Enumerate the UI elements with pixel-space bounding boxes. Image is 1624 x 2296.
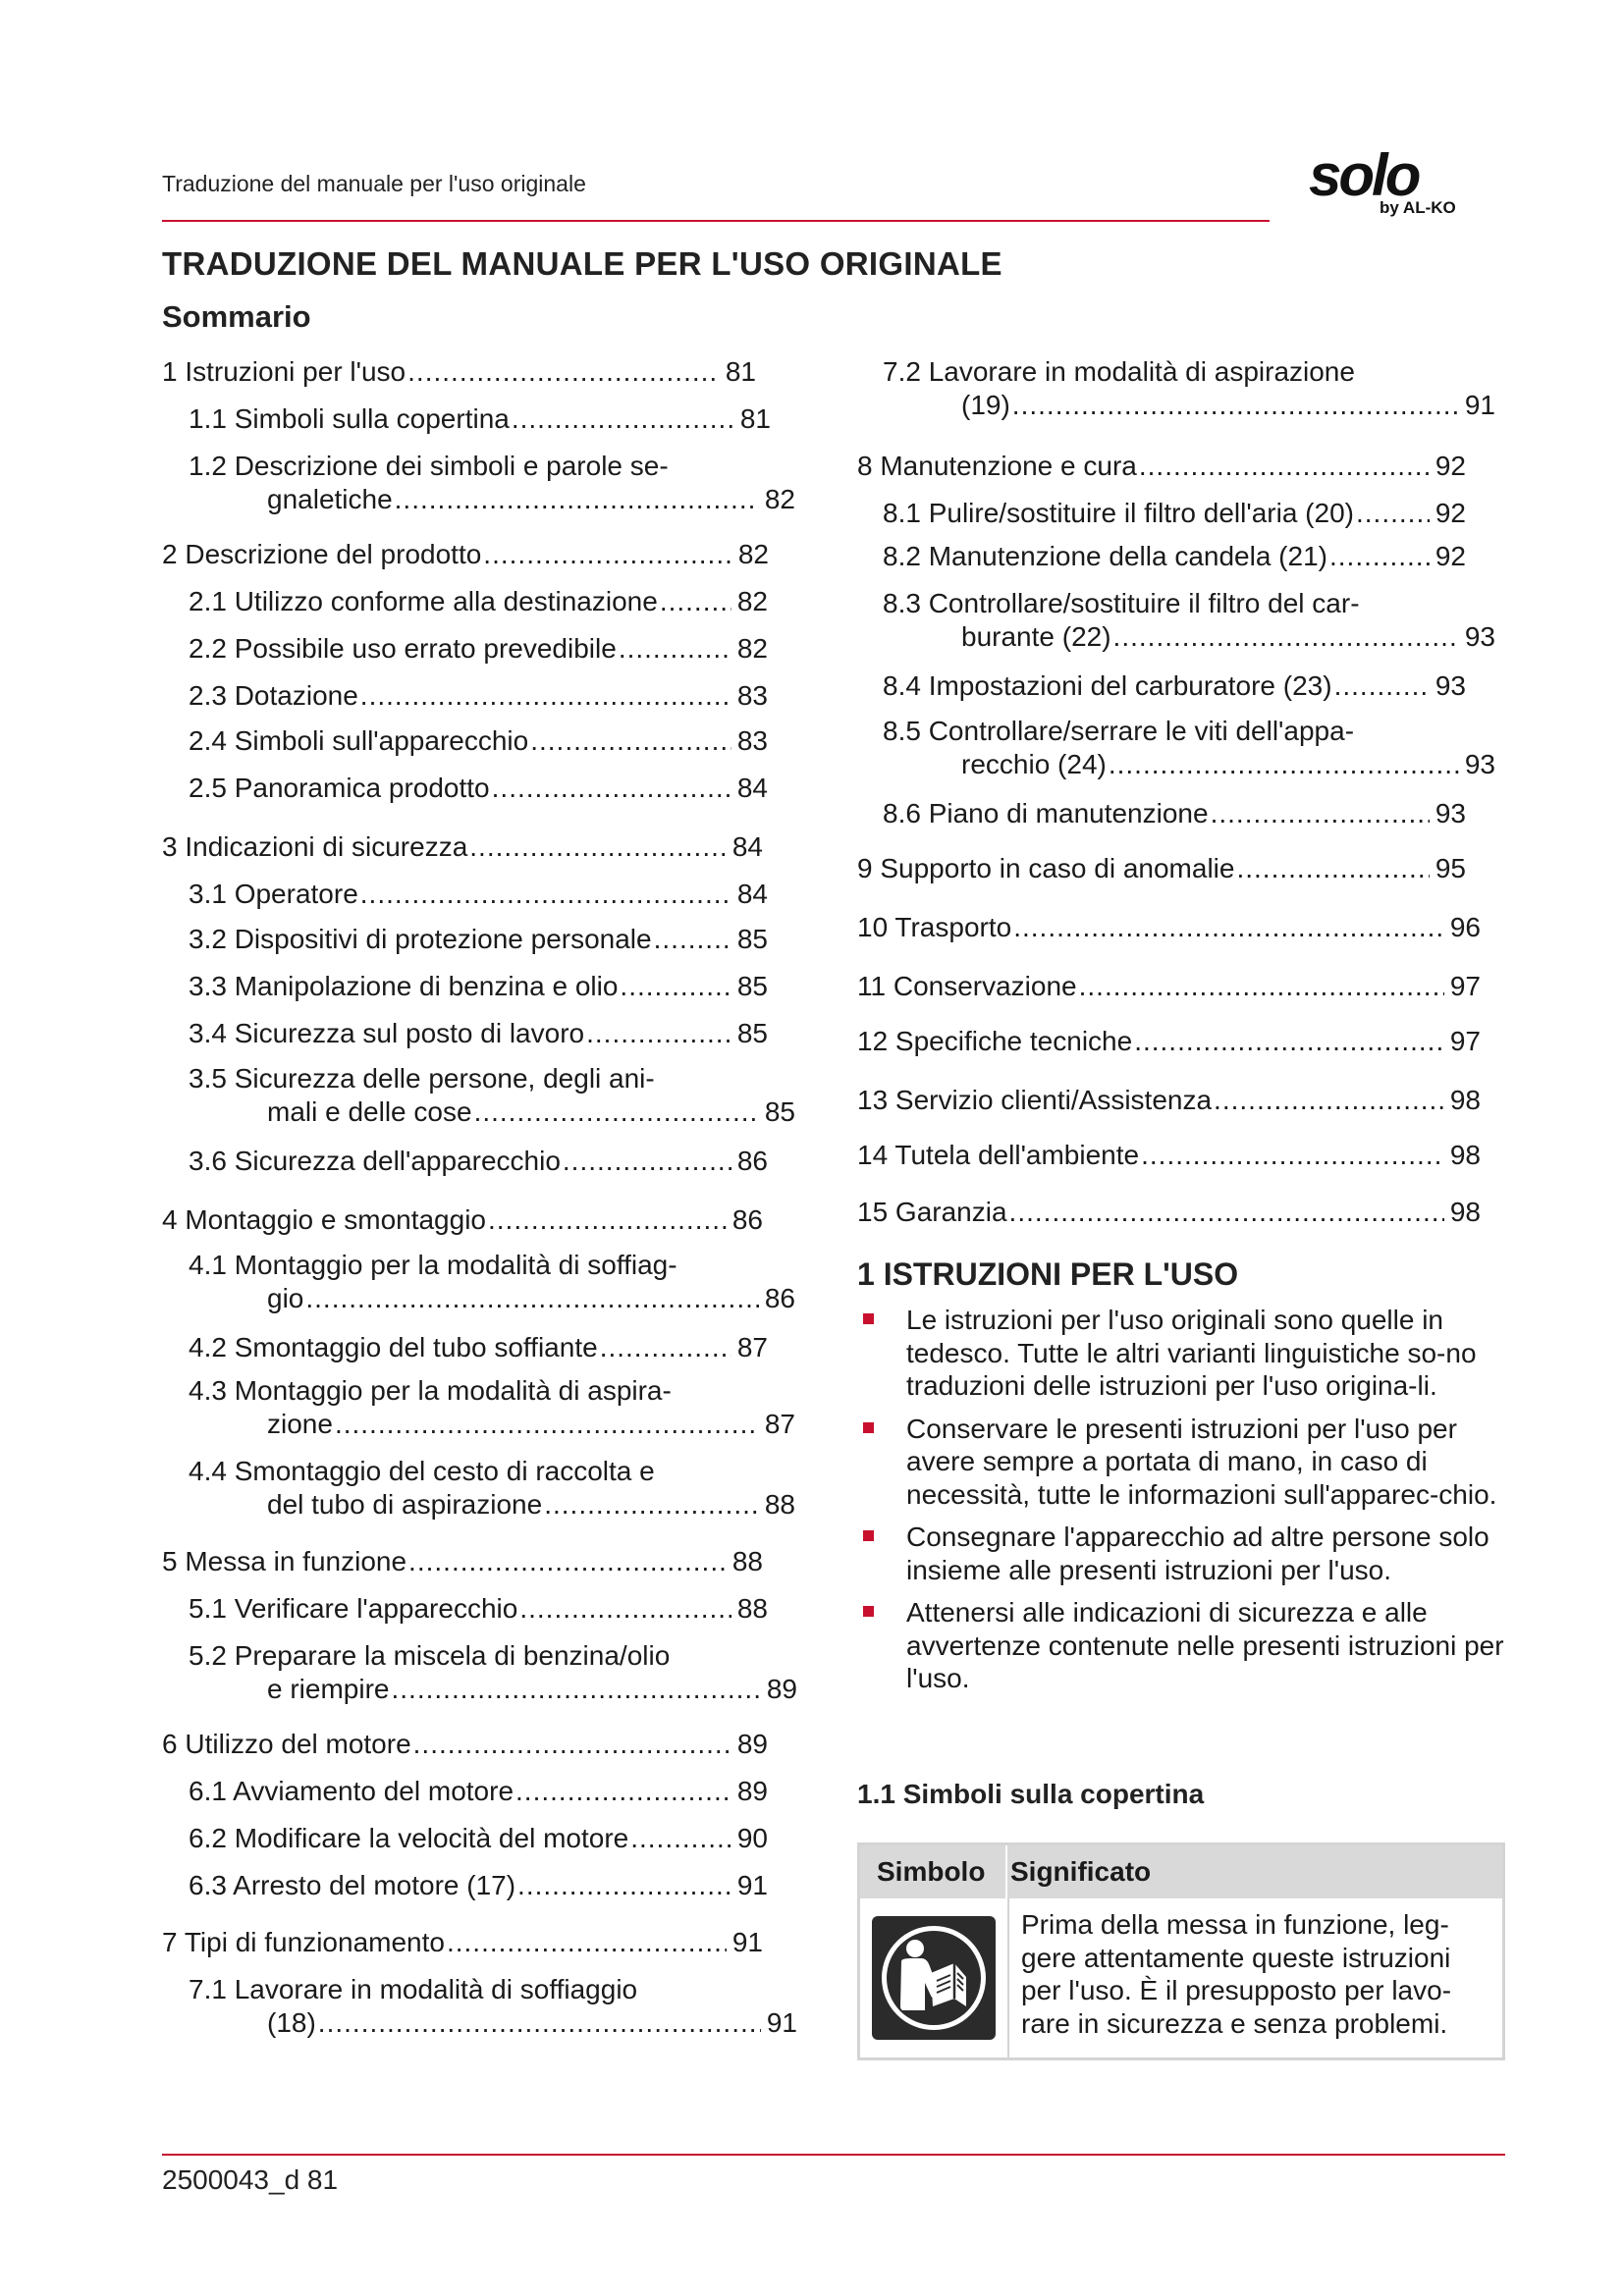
toc-entry[interactable]: 9 Supporto in caso di anomalie ..... 95 [857,852,1466,885]
bullet-item: Consegnare l'apparecchio ad altre persone solo insieme alle presenti istruzioni per l'uso. [857,1521,1505,1586]
toc-entry[interactable]: 2.3 Dotazione ..... 83 [189,679,768,713]
toc-entry[interactable]: 4.3 Montaggio per la modalità di aspira- zione ..... 87 [189,1374,795,1441]
toc-entry[interactable]: 8.1 Pulire/sostituire il filtro dell'aria (20) ..... 92 [883,497,1466,530]
symbol-cell [860,1898,1007,2057]
toc-entry[interactable]: 2 Descrizione del prodotto ..... 82 [162,538,769,571]
toc-entry[interactable]: 3 Indicazioni di sicurezza ..... 84 [162,830,763,864]
bullet-square-icon [863,1606,874,1617]
toc-entry[interactable]: 6.1 Avviamento del motore ..... 89 [189,1775,768,1808]
toc-entry[interactable]: 3.1 Operatore ..... 84 [189,878,768,911]
toc-entry[interactable]: 7.2 Lavorare in modalità di aspirazione (19) ..... 91 [883,355,1495,422]
toc-entry[interactable]: 4.4 Smontaggio del cesto di raccolta e del tubo di aspirazione ..... 88 [189,1455,795,1522]
toc-entry[interactable]: 3.6 Sicurezza dell'apparecchio ..... 86 [189,1145,768,1178]
toc-entry[interactable]: 1.1 Simboli sulla copertina ..... 81 [189,402,771,436]
toc-entry[interactable]: 12 Specifiche tecniche ..... 97 [857,1025,1481,1058]
toc-entry[interactable]: 6 Utilizzo del motore ..... 89 [162,1728,768,1761]
header-text: Traduzione del manuale per l'uso originale [162,171,586,196]
toc-title: Sommario [162,299,311,334]
bullet-list [857,1304,1505,1705]
toc-entry[interactable]: 4.1 Montaggio per la modalità di soffiag- gio ..... 86 [189,1249,795,1315]
toc-entry[interactable]: 15 Garanzia ..... 98 [857,1196,1481,1229]
toc-entry[interactable]: 2.5 Panoramica prodotto ..... 84 [189,772,768,805]
symbol-table-header [860,1845,1502,1898]
solo-logo [1301,142,1468,226]
toc-entry[interactable]: 8.3 Controllare/sostituire il filtro del car- burante (22) ..... 93 [883,587,1495,654]
page-title: TRADUZIONE DEL MANUALE PER L'USO ORIGINALE [162,245,1002,282]
toc-entry[interactable]: 4 Montaggio e smontaggio ..... 86 [162,1203,763,1237]
toc-entry[interactable]: 8.5 Controllare/serrare le viti dell'appa- recchio (24) ..... 93 [883,715,1495,781]
footer-divider [162,2154,1505,2156]
bullet-square-icon [863,1422,874,1433]
logo-sub-text: by AL-KO [1380,198,1456,217]
toc-entry[interactable]: 7 Tipi di funzionamento ..... 91 [162,1926,763,1959]
column-header-symbol: Simbolo [877,1856,986,1887]
toc-entry[interactable]: 2.2 Possibile uso errato prevedibile ..... 82 [189,632,768,666]
bullet-square-icon [863,1313,874,1324]
toc-entry[interactable]: 14 Tutela dell'ambiente ..... 98 [857,1139,1481,1172]
toc-entry[interactable]: 4.2 Smontaggio del tubo soffiante ..... 87 [189,1331,768,1364]
column-header-meaning: Significato [1005,1845,1502,1898]
toc-entry[interactable]: 3.3 Manipolazione di benzina e olio ..... 85 [189,970,768,1003]
bullet-item: Conservare le presenti istruzioni per l'uso per avere sempre a portata di mano, in caso di necessità, tutte le informazioni sull'apparec-chio. [857,1413,1505,1512]
toc-entry[interactable]: 7.1 Lavorare in modalità di soffiaggio (18) ..... 91 [189,1973,797,2040]
toc-entry[interactable]: 2.4 Simboli sull'apparecchio ..... 83 [189,724,768,758]
read-manual-icon [872,1916,996,2040]
bullet-item: Le istruzioni per l'uso originali sono quelle in tedesco. Tutte le altri varianti linguistiche so-no traduzioni delle istruzioni per l'uso origina-li. [857,1304,1505,1403]
toc-entry[interactable]: 3.2 Dispositivi di protezione personale ..... 85 [189,923,768,956]
bullet-item: Attenersi alle indicazioni di sicurezza e alle avvertenze contenute nelle presenti istruzioni per l'uso. [857,1596,1505,1695]
toc-entry[interactable]: 8.6 Piano di manutenzione ..... 93 [883,797,1466,830]
footer-text: 2500043_d 81 [162,2164,339,2195]
symbol-table [857,1842,1505,2060]
toc-entry[interactable]: 6.2 Modificare la velocità del motore ..... 90 [189,1822,768,1855]
toc-entry[interactable]: 8 Manutenzione e cura ..... 92 [857,450,1466,483]
toc-entry[interactable]: 13 Servizio clienti/Assistenza ..... 98 [857,1084,1481,1117]
section-title: 1 ISTRUZIONI PER L'USO [857,1256,1239,1292]
toc-entry[interactable]: 11 Conservazione ..... 97 [857,970,1481,1003]
toc-entry[interactable]: 1.2 Descrizione dei simboli e parole se- gnaletiche ..... 82 [189,450,795,516]
toc-entry[interactable]: 5 Messa in funzione ..... 88 [162,1545,763,1578]
toc-entry[interactable]: 8.2 Manutenzione della candela (21) ..... 92 [883,540,1466,573]
toc-entry[interactable]: 5.1 Verificare l'apparecchio ..... 88 [189,1592,768,1626]
table-row [860,1898,1502,2057]
toc-entry[interactable]: 3.5 Sicurezza delle persone, degli ani- mali e delle cose ..... 85 [189,1062,795,1129]
toc-entry[interactable]: 5.2 Preparare la miscela di benzina/olio e riempire ..... 89 [189,1639,797,1706]
toc-entry[interactable]: 6.3 Arresto del motore (17) ..... 91 [189,1869,768,1902]
toc-entry[interactable]: 1 Istruzioni per l'uso ..... 81 [162,355,756,389]
meaning-cell: Prima della messa in funzione, leg-gere attentamente queste istruzioni per l'uso. È il presupposto per lavo-rare in sicurezza e senza problemi. [1007,1898,1502,2057]
toc-entry[interactable]: 10 Trasporto ..... 96 [857,911,1481,944]
toc-entry[interactable]: 8.4 Impostazioni del carburatore (23) ..... 93 [883,669,1466,703]
bullet-square-icon [863,1530,874,1541]
header-divider [162,220,1270,222]
logo-main-text: solo [1309,142,1419,208]
toc-entry[interactable]: 3.4 Sicurezza sul posto di lavoro ..... 85 [189,1017,768,1050]
toc-entry[interactable]: 2.1 Utilizzo conforme alla destinazione ..... 82 [189,585,768,618]
subsection-title: 1.1 Simboli sulla copertina [857,1779,1205,1809]
